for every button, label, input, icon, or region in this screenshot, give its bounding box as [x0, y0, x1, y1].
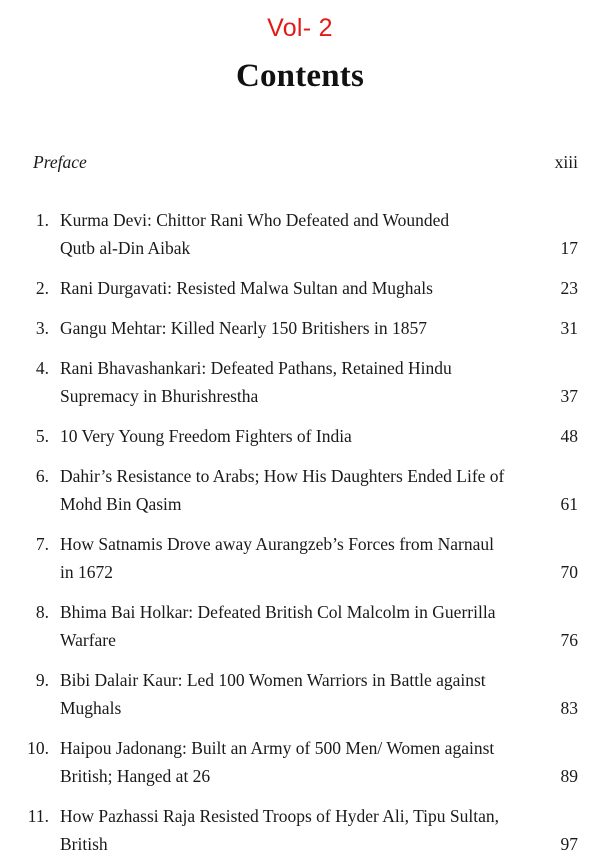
toc-entry-title — [49, 354, 544, 410]
toc-entry[interactable] — [22, 734, 578, 790]
toc-entry-number: 3. — [35, 318, 49, 338]
toc-entry-title-line: How Satnamis Drove away Aurangzeb’s Forces from Narnaul — [60, 534, 494, 554]
toc-entry-title — [49, 462, 544, 518]
toc-entry-number: 11. — [27, 806, 49, 826]
toc-entry-title — [49, 206, 544, 262]
toc-entry[interactable] — [22, 422, 578, 450]
toc-entry-title-line: Dahir’s Resistance to Arabs; How His Daughters Ended Life of — [60, 466, 505, 486]
toc-entry-number: 9. — [35, 670, 49, 690]
toc-entry-page-number: 61 — [560, 494, 578, 514]
toc-entry-page-number: 48 — [560, 426, 578, 446]
toc-entry-page-number: 70 — [560, 562, 578, 582]
toc-entry-title-line: Gangu Mehtar: Killed Nearly 150 Britishers in 1857 — [60, 318, 427, 338]
toc-entry-page-number: 83 — [560, 698, 578, 718]
toc-entry-title-line: 10 Very Young Freedom Fighters of India — [60, 426, 352, 446]
toc-entry-number: 5. — [35, 426, 49, 446]
toc-entry-title-line: How Pazhassi Raja Resisted Troops of Hyder Ali, Tipu Sultan, — [60, 806, 499, 826]
toc-entry-title — [49, 598, 544, 654]
toc-entry-page-number: 23 — [560, 278, 578, 298]
toc-entry-title — [49, 274, 544, 302]
toc-entry[interactable] — [22, 274, 578, 302]
toc-entry[interactable] — [22, 598, 578, 654]
toc-entry-title — [49, 666, 544, 722]
toc-entry-title-line: Kurma Devi: Chittor Rani Who Defeated and Wounded — [60, 210, 450, 230]
toc-entry-title — [49, 734, 544, 790]
toc-entry-page-number: xiii — [554, 152, 578, 172]
toc-entry-preface[interactable] — [22, 148, 578, 176]
toc-entry-page-number: 89 — [560, 766, 578, 786]
toc-entry-title-line: Mohd Bin Qasim — [60, 494, 182, 514]
volume-label: Vol- 2 — [267, 14, 333, 42]
toc-entry[interactable] — [22, 354, 578, 410]
toc-entry-title — [49, 314, 544, 342]
toc-entry-title-line: Mughals — [60, 698, 122, 718]
toc-entry[interactable] — [22, 530, 578, 586]
toc-entry[interactable] — [22, 314, 578, 342]
toc-entry-number: 6. — [35, 466, 49, 486]
toc-entry[interactable] — [22, 462, 578, 518]
toc-entry-page-number: 17 — [560, 238, 578, 258]
toc-entry-number: 7. — [35, 534, 49, 554]
toc-entry-page-number: 31 — [560, 318, 578, 338]
toc-entry-title — [49, 422, 544, 450]
toc-entry-title-line: British; Hanged at 26 — [60, 766, 211, 786]
toc-entry-number: 8. — [35, 602, 49, 622]
toc-entry-page-number: 76 — [560, 630, 578, 650]
toc-entry[interactable] — [22, 666, 578, 722]
toc-entry-page-number: 97 — [560, 834, 578, 854]
toc-entry-title: Preface — [33, 152, 87, 172]
toc-entry-title-line: in 1672 — [60, 562, 113, 582]
toc-entry-title-line: Rani Bhavashankari: Defeated Pathans, Retained Hindu — [60, 358, 452, 378]
toc-entry-list — [22, 206, 578, 858]
toc-entry-title-line: Rani Durgavati: Resisted Malwa Sultan and Mughals — [60, 278, 433, 298]
toc-entry-title-line: Haipou Jadonang: Built an Army of 500 Men/ Women against — [60, 738, 495, 758]
page-title: Contents — [235, 58, 365, 94]
toc-entry-number: 2. — [35, 278, 49, 298]
toc-entry-title — [49, 530, 544, 586]
toc-entry[interactable] — [22, 802, 578, 858]
toc-entry-title-line: Supremacy in Bhurishrestha — [60, 386, 259, 406]
toc-entry-title — [49, 802, 544, 858]
toc-entry-title-line: Bibi Dalair Kaur: Led 100 Women Warriors in Battle against — [60, 670, 486, 690]
toc-entry[interactable] — [22, 206, 578, 262]
toc-entry-title-line: Qutb al-Din Aibak — [60, 238, 191, 258]
table-of-contents — [0, 148, 600, 858]
toc-entry-title-line: British — [60, 834, 108, 854]
toc-entry-title-line: Warfare — [60, 630, 116, 650]
toc-entry-number: 10. — [27, 738, 49, 758]
toc-entry-number: 1. — [35, 210, 49, 230]
toc-entry-number: 4. — [35, 358, 49, 378]
toc-entry-title-line: Bhima Bai Holkar: Defeated British Col Malcolm in Guerrilla — [60, 602, 496, 622]
toc-entry-page-number: 37 — [560, 386, 578, 406]
